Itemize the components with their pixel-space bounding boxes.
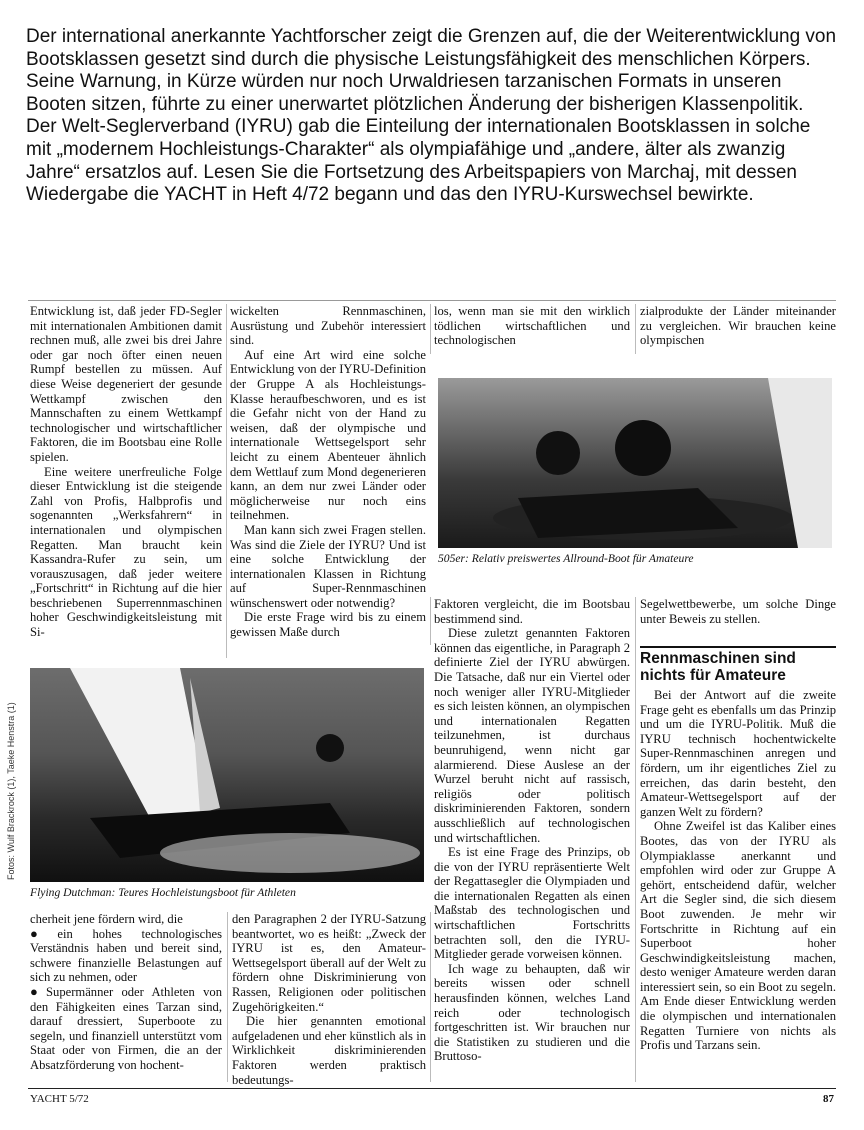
paragraph: Diese zuletzt genannten Faktoren können das eigentliche, in Paragraph 2 definierte Ziel der IYRU abwürgen. Die Tatsache, daß nur ein Viertel oder noch weniger aller IYRU-Mitglieder es sich leisten können, an olympischen und internationalen Regatten teilzunehmen, ist durchaus beunruhigend, wenn nicht gar alarmierend. Diese Auslese an der Wurzel beruht nicht auf rassisch, religiös oder politisch diskriminierenden Faktoren, sondern ausschließlich auf technologischen und wirtschaftlichen. [434, 626, 630, 845]
paragraph: Ohne Zweifel ist das Kaliber eines Bootes, das von der IYRU als Olympiaklasse anerkannt und empfohlen wird oder zur Gruppe A gehört, entscheidend dafür, welcher Art die Segler sind, die sich diesem Boot zuwenden. Je mehr wir Fortschritte in Richtung auf ein Superboot hoher Geschwindigkeitsleistung machen, desto weniger Amateure werden daran interessiert sein, so ein Boot zu segeln. Am Ende dieser Entwicklung werden die olympischen und internationalen Regatten Turniere von nichts als Profis und Tarzans sein. [640, 819, 836, 1053]
intro-divider [28, 300, 836, 301]
column-divider [227, 912, 228, 1082]
paragraph: los, wenn man sie mit den wirklich tödlichen wirtschaftlichen und technologischen [434, 304, 630, 348]
paragraph: Segelwettbewerbe, um solche Dinge unter Beweis zu stellen. [640, 597, 836, 626]
bullet-icon: ● [30, 925, 55, 941]
column-1-top [30, 304, 222, 640]
paragraph: Es ist eine Frage des Prinzips, ob die von der IYRU repräsentierte Welt der Regattasegler die Olympiaden und die internationalen Regatten als einen Maßstab des technologischen und wirtschaftlichen Fortschritts betrachten soll, den die IYRU-Mitglieder gerade vorweisen können. [434, 845, 630, 962]
column-divider [430, 912, 431, 1082]
bullet-item [30, 927, 222, 985]
column-divider [635, 304, 636, 354]
bullet-text: ein hohes technologisches Verständnis haben und bereit sind, schwere finanzielle Belastungen auf sich zu nehmen, oder [30, 926, 222, 985]
bullet-text: Supermänner oder Athleten von den Fähigkeiten eines Tarzan sind, darauf dressiert, Superboote zu segeln, und finanziell unterstützt vom Staat oder von Firmen, die an der Absatzförderung von hochent- [30, 984, 222, 1072]
paragraph: Man kann sich zwei Fragen stellen. Was sind die Ziele der IYRU? Und ist eine solche Entwicklung der internationalen Klassen in Richtung auf Super-Rennmaschinen wünschenswert oder notwendig? [230, 522, 426, 610]
column-divider [430, 304, 431, 354]
photo-505-dinghy [438, 378, 832, 548]
column-1-bottom [30, 912, 222, 1073]
photo-fd-caption: Flying Dutchman: Teures Hochleistungsboot für Athleten [30, 886, 296, 899]
column-3-top [434, 304, 630, 348]
column-3-mid [434, 597, 630, 1064]
bullet-icon: ● [30, 983, 44, 999]
paragraph: den Paragraphen 2 der IYRU-Satzung beantwortet, wo es heißt: „Zweck der IYRU ist es, den Amateur-Wettsegelsport überall auf der Welt zu fördern ohne Diskriminierung von Rassen, Religionen oder politischen Zugehörigkeiten.“ [232, 912, 426, 1014]
photo-credit: Fotos: Wulf Brackrock (1), Taeke Henstra (1) [6, 702, 16, 880]
boat-silhouette-icon [438, 378, 832, 548]
photo-505-caption: 505er: Relativ preiswertes Allround-Boot für Amateure [438, 552, 694, 565]
footer-publication: YACHT 5/72 [30, 1093, 89, 1105]
photo-flying-dutchman [30, 668, 424, 882]
paragraph: wickelten Rennmaschinen, Ausrüstung und Zubehör interessiert sind. [230, 304, 426, 348]
column-divider [226, 304, 227, 658]
column-divider [430, 597, 431, 645]
paragraph: Auf eine Art wird eine solche Entwicklung von der IYRU-Definition der Gruppe A als Hochleistungs-Klasse heraufbeschworen, und es ist die Gefahr nicht von der Hand zu weisen, daß der olympische und internationale Wettsegelsport sehr leicht zu einem Abenteuer ähnlich dem Wettlauf zum Mond degenerieren kann, an dem nur zwei Länder oder möglicherweise nur noch eins teilnehmen. [230, 347, 426, 523]
paragraph: Faktoren vergleicht, die im Bootsbau bestimmend sind. [434, 597, 630, 626]
paragraph: Die erste Frage wird bis zu einem gewissen Maße durch [230, 610, 426, 640]
sailboat-silhouette-icon [30, 668, 424, 882]
paragraph: Eine weitere unerfreuliche Folge dieser Entwicklung ist die steigende Zahl von Profis, Halbprofis und sogenannten „Werksfahrern“ in internationalen und olympischen Regatten. Man braucht kein Kassandra-Rufer zu sein, um vorauszusagen, daß jeder weitere „Fortschritt“ in Richtung auf die hier beschriebenen Superrennmaschinen hoher Geschwindigkeitsleistung mit Si- [30, 464, 222, 640]
column-4-low [640, 688, 836, 1053]
column-4-mid [640, 597, 836, 626]
paragraph: Entwicklung ist, daß jeder FD-Segler mit internationalen Ambitionen damit rechnen muß, alle zwei bis drei Jahre oder gar noch öfter einen neuen Rumpf bestellen zu müssen. Auf diese Weise degeneriert der gesunde Wettkampf zwischen den Mannschaften zu einem Wettkampf technologischer und wirtschaftlicher Faktoren, die im Bootsbau eine Rolle spielen. [30, 304, 222, 464]
paragraph: Die hier genannten emotional aufgeladenen und eher künstlich als in Wirklichkeit diskriminierenden Faktoren werden praktisch bedeutungs- [232, 1014, 426, 1087]
column-divider [635, 597, 636, 1082]
page-number: 87 [823, 1093, 834, 1105]
paragraph: zialprodukte der Länder miteinander zu vergleichen. Wir brauchen keine olympischen [640, 304, 836, 348]
paragraph: Ich wage zu behaupten, daß wir bereits wissen oder schnell herausfinden können, welches Land reich oder technologisch fortgeschritten ist. Wir brauchen nur die Statistiken zu studieren und die Bruttoso- [434, 961, 630, 1064]
column-4-top [640, 304, 836, 348]
column-2-top [230, 304, 426, 640]
column-2-bottom [232, 912, 426, 1087]
bullet-item [30, 985, 222, 1073]
intro-paragraph: Der international anerkannte Yachtforscher zeigt die Grenzen auf, die der Weiterentwicklung von Bootsklassen gesetzt sind durch die physische Leistungsfähigkeit des menschlichen Körpers. Seine Warnung, in Kürze würden nur noch Urwaldriesen tarzanischen Formats in unseren Booten sitzen, führte zu einer unerwartet plötzlichen Änderung der bisherigen Klassenpolitik. Der Welt-Seglerverband (IYRU) gab die Einteilung der internationalen Bootsklassen in solche mit „modernem Hochleistungs-Charakter“ als olympiafähige und „andere, älter als zwanzig Jahre“ ersatzlos auf. Lesen Sie die Fortsetzung des Arbeitspapiers von Marchaj, mit dessen Wiedergabe die YACHT in Heft 4/72 begann und das den IYRU-Kurswechsel bewirkte. [26, 26, 837, 206]
paragraph: cherheit jene fördern wird, die [30, 912, 183, 926]
footer-rule [28, 1088, 836, 1089]
paragraph: Bei der Antwort auf die zweite Frage geht es ebenfalls um das Prinzip und um die IYRU-Politik. Muß die IYRU technisch hochentwickelte Super-Rennmaschinen anregen und fördern, um ihr eigentliches Ziel zu erreichen, das darin besteht, den Amateur-Wettsegelsport auf der ganzen Welt zu fördern? [640, 688, 836, 819]
section-headline: Rennmaschinen sind nichts für Amateure [640, 646, 836, 684]
